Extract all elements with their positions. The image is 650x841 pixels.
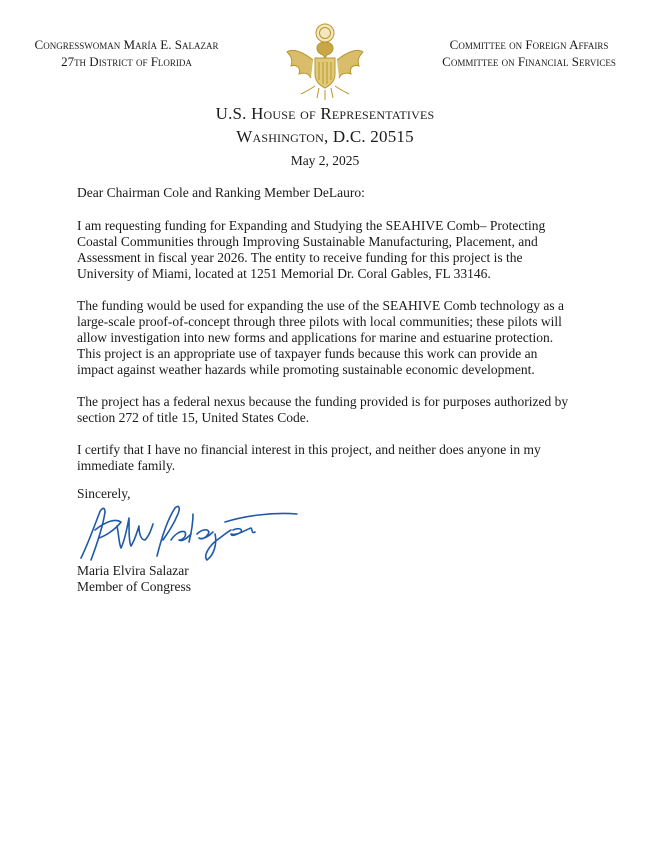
congresswoman-name: Congresswoman María E. Salazar — [34, 37, 219, 52]
district-label: 27th District of Florida — [61, 54, 192, 69]
signature-block — [77, 563, 191, 595]
paragraph-federal-nexus: The project has a federal nexus because the funding provided is for purposes authorized by section 272 of title 15, United States Code. — [77, 394, 569, 425]
letter-date: May 2, 2025 — [290, 153, 360, 168]
committee-foreign-affairs: Committee on Foreign Affairs — [449, 37, 609, 52]
salutation: Dear Chairman Cole and Ranking Member DeLauro: — [77, 185, 365, 200]
house-name: U.S. House of Representatives — [215, 104, 435, 123]
letter-body — [77, 185, 577, 490]
paragraph-certification: I certify that I have no financial interest in this project, and neither does anyone in my immediate family. — [77, 442, 541, 473]
house-address-block — [0, 102, 650, 148]
paragraph-funding-request: I am requesting funding for Expanding and Studying the SEAHIVE Comb– Protecting Coastal Communities through Improving Sustainable Manufacturing, Placement, and Assessment in fiscal year 2026. The entity to receive funding for this project is the University of Miami, located at 1251 Memorial Dr. Coral Gables, FL 33146. — [77, 218, 546, 281]
handwritten-signature-icon — [75, 500, 305, 568]
great-seal-eagle-icon — [283, 22, 367, 102]
signatory-title: Member of Congress — [77, 579, 191, 594]
signatory-name: Maria Elvira Salazar — [77, 563, 189, 578]
letterhead-left — [24, 36, 229, 70]
closing: Sincerely, — [77, 486, 131, 501]
committee-financial-services: Committee on Financial Services — [442, 54, 616, 69]
letterhead-right — [418, 36, 640, 70]
house-address: Washington, D.C. 20515 — [236, 127, 414, 146]
paragraph-funding-use: The funding would be used for expanding the use of the SEAHIVE Comb technology as a large-scale proof-of-concept through three pilots with local communities; these pilots will allow investigation into new forms and applications for marine and estuarine protection. This project is an appropriate use of taxpayer funds because this work can provide an impact against weather hazards while promoting sustainable economic development. — [77, 298, 565, 377]
